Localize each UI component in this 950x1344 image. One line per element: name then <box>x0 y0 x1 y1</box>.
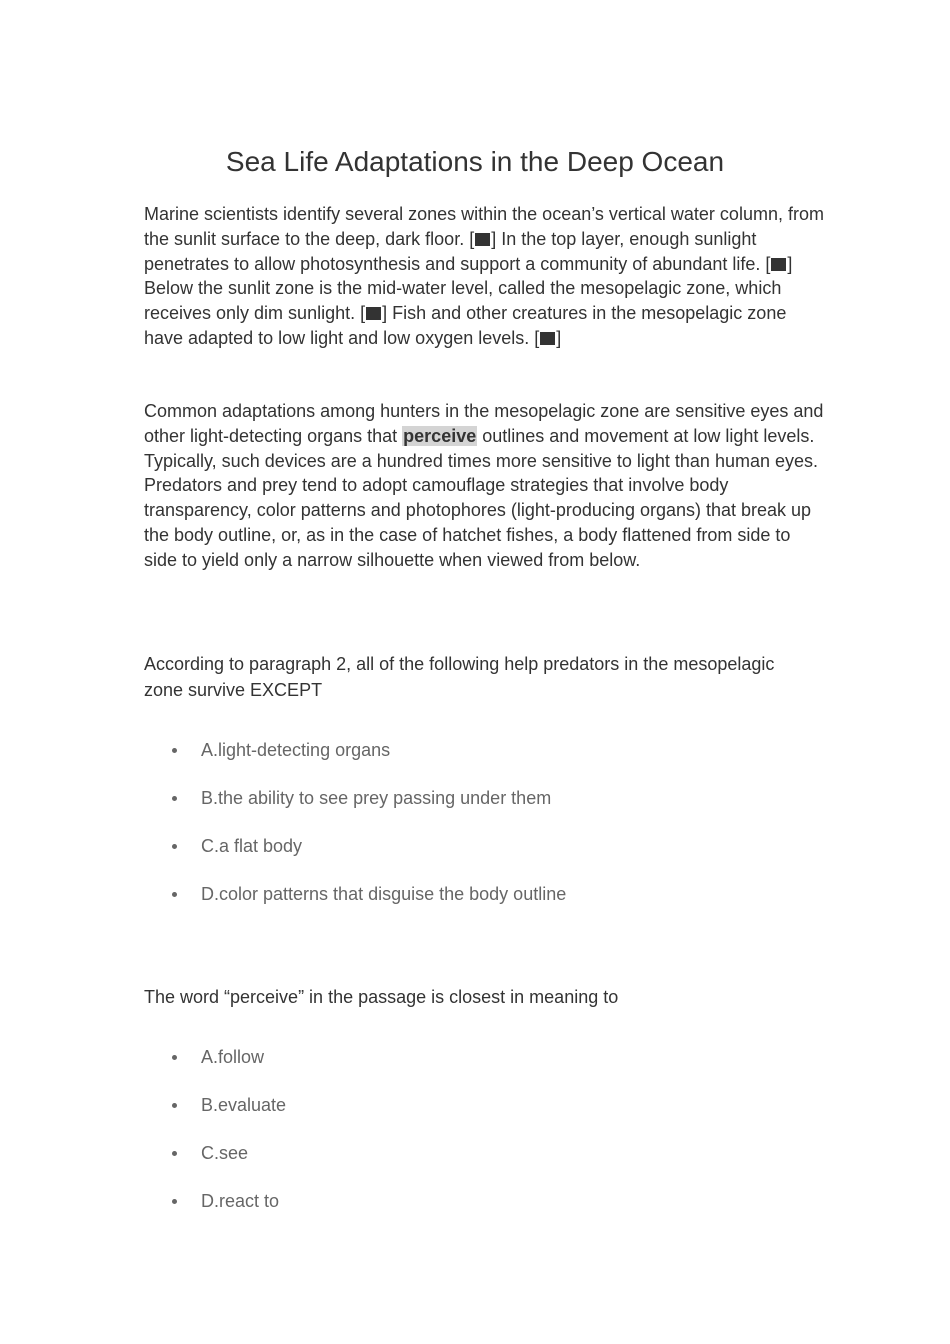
answer-option-label: C.a flat body <box>201 836 303 856</box>
question-1-prompt: According to paragraph 2, all of the following help predators in the mesopelagic zone survive EXCEPT <box>144 654 775 700</box>
bullet-icon <box>172 1055 177 1060</box>
insertion-square-4[interactable] <box>540 332 555 345</box>
page-title: Sea Life Adaptations in the Deep Ocean <box>225 146 725 177</box>
paragraph-1-sentence-5: ] <box>556 327 562 348</box>
highlighted-word: perceive <box>403 425 477 446</box>
bullet-icon <box>172 1151 177 1156</box>
bullet-icon <box>172 1199 177 1204</box>
paragraph-1-sentence-1: Marine scientists identify several zones within the ocean’s vertical water column, from the sunlit surface to the deep, dark floor. [ <box>144 204 824 249</box>
bullet-icon <box>172 1103 177 1108</box>
paragraph-2-after: outlines and movement at low light levels. Typically, such devices are a hundred times more sensitive to light than human eyes. Predators and prey tend to adopt camouflage strategies that involve body transparency, color patterns and photophores (light-producing organs) that break up the body outline, or, as in the case of hatchet fishes, a body flattened from side to side to yield only a narrow silhouette when viewed from below. <box>144 425 819 570</box>
answer-option-label: C.see <box>201 1143 249 1163</box>
paragraph-2 <box>144 399 824 573</box>
answer-option-label: D.color patterns that disguise the body outline <box>201 884 567 904</box>
insertion-square-1[interactable] <box>475 233 490 246</box>
answer-option-label: B.evaluate <box>201 1095 287 1115</box>
answer-option-label: A.follow <box>201 1047 265 1067</box>
insertion-square-2[interactable] <box>771 258 786 271</box>
paragraph-1-sentence-2: ] In the top layer, enough sunlight penetrates to allow photosynthesis and support a community of abundant life. [ <box>144 228 771 274</box>
paragraph-1-sentence-4: ] Fish and other creatures in the mesopelagic zone have adapted to low light and low oxygen levels. [ <box>144 303 787 348</box>
answer-option-label: D.react to <box>201 1191 280 1211</box>
bullet-icon <box>172 748 177 753</box>
insertion-square-3[interactable] <box>366 307 381 320</box>
bullet-icon <box>172 844 177 849</box>
paragraph-1-sentence-3: ] Below the sunlit zone is the mid-water level, called the mesopelagic zone, which receives only dim sunlight. [ <box>144 253 793 324</box>
paragraph-2-before: Common adaptations among hunters in the mesopelagic zone are sensitive eyes and other light-detecting organs that <box>144 401 824 446</box>
question-2-prompt: The word “perceive” in the passage is closest in meaning to <box>144 987 619 1007</box>
answer-option-label: B.the ability to see prey passing under them <box>201 788 552 808</box>
bullet-icon <box>172 796 177 801</box>
paragraph-1 <box>144 202 824 351</box>
bullet-icon <box>172 892 177 897</box>
answer-option-label: A.light-detecting organs <box>201 740 391 760</box>
